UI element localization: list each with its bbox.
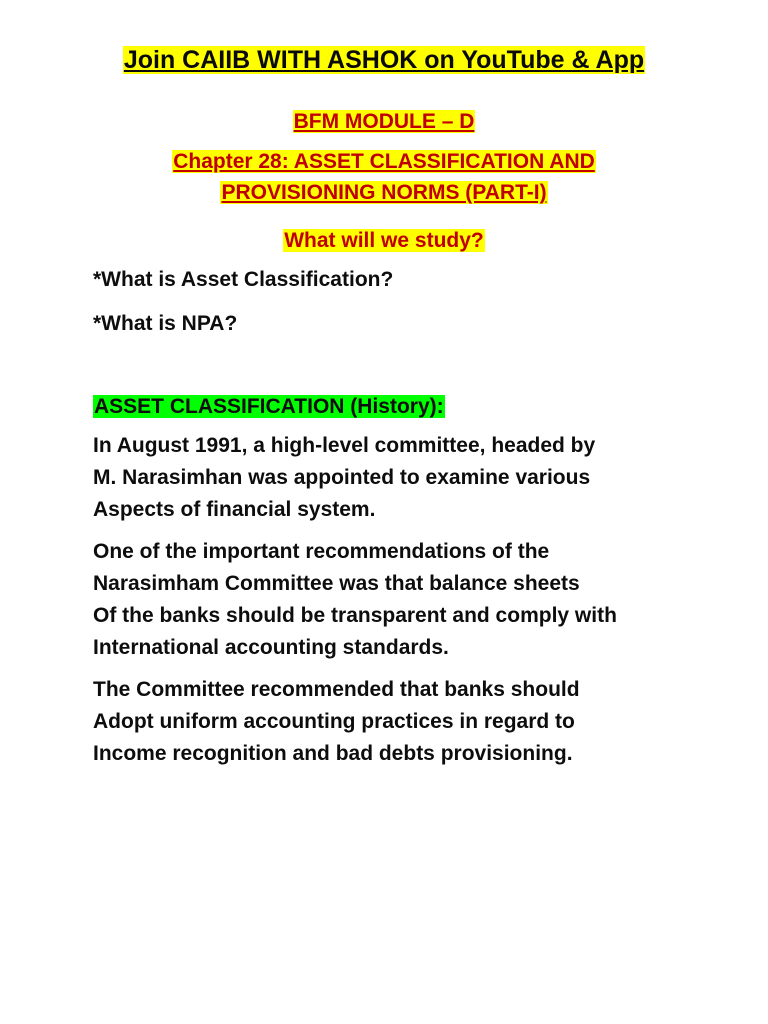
paragraph-line: International accounting standards. — [93, 636, 449, 659]
paragraph-line: Income recognition and bad debts provisioning. — [93, 742, 573, 765]
paragraph-line: Narasimham Committee was that balance sheets — [93, 572, 580, 595]
study-item: *What is Asset Classification? — [93, 268, 394, 291]
paragraph-line: Of the banks should be transparent and comply with — [93, 604, 617, 627]
banner-text: Join CAIIB WITH ASHOK on YouTube & App — [123, 46, 645, 74]
paragraph-line: In August 1991, a high-level committee, headed by — [93, 434, 596, 457]
section-heading: ASSET CLASSIFICATION (History): — [94, 395, 444, 418]
chapter-title-line-1 — [0, 147, 768, 177]
banner-line — [0, 42, 768, 78]
study-heading-line — [0, 226, 768, 256]
module-line — [0, 107, 768, 137]
study-item: *What is NPA? — [93, 312, 238, 335]
paragraph-line: M. Narasimhan was appointed to examine various — [93, 466, 591, 489]
chapter-title-text-1: Chapter 28: ASSET CLASSIFICATION AND — [173, 150, 595, 173]
chapter-title-line-2 — [0, 178, 768, 208]
study-heading: What will we study? — [284, 229, 484, 252]
chapter-title-text-2: PROVISIONING NORMS (PART-I) — [221, 181, 547, 204]
paragraph-line: Aspects of financial system. — [93, 498, 376, 521]
paragraph-line: The Committee recommended that banks should — [93, 678, 580, 701]
section-heading-line — [93, 392, 445, 422]
module-title: BFM MODULE – D — [293, 110, 475, 133]
paragraph-line: One of the important recommendations of the — [93, 540, 550, 563]
paragraph-line: Adopt uniform accounting practices in regard to — [93, 710, 575, 733]
